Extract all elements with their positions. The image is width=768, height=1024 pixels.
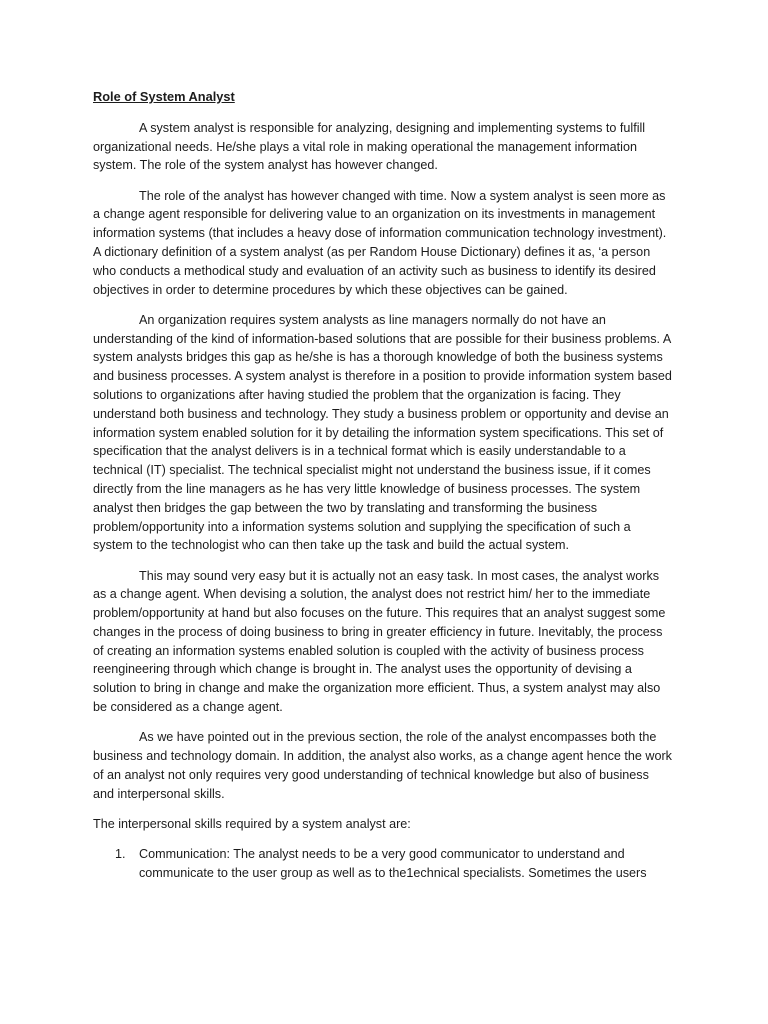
list-item: [93, 845, 673, 883]
paragraph-change-agent: The role of the analyst has however changed with time. Now a system analyst is seen more as a change agent responsible for delivering value to an organization on its investments in management information systems (that includes a heavy dose of information communication technology investment). A dictionary definition of a system analyst (as per Random House Dictionary) defines it as, ‘a person who conducts a methodical study and evaluation of an activity such as business to identify its desired objectives in order to determine procedures by which these objectives can be gained.: [93, 188, 667, 297]
document-page: [93, 88, 673, 883]
paragraph-organization-need: An organization requires system analysts as line managers normally do not have an understanding of the kind of information-based solutions that are possible for their business problems. A system analysts bridges this gap as he/she is has a thorough knowledge of both the business systems and business processes. A system analyst is therefore in a position to provide information system based solutions to organizations after having studied the problem that the organization is facing. They understand both business and technology. They study a business problem or opportunity and devise an information system enabled solution for it by detailing the information system specifications. This set of specification that the analyst delivers is in a technical format which is easily understandable to a technical (IT) specialist. The technical specialist might not understand the business issue, if it comes directly from the line managers as he has very little knowledge of business processes. The system analyst then bridges the gap between the two by translating and transforming the business problem/opportunity into a information systems solution and supplying the specification of such a system to the technologist who can then take up the task and build the actual system.: [93, 312, 672, 553]
paragraph-not-easy-task: This may sound very easy but it is actually not an easy task. In most cases, the analyst works as a change agent. When devising a solution, the analyst does not restrict him/ her to the immediate problem/opportunity at hand but also focuses on the future. This requires that an analyst suggest some changes in the process of doing business to bring in greater efficiency in future. Inevitably, the process of creating an information systems enabled solution is coupled with the activity of business process reengineering through which change is brought in. The analyst uses the opportunity of devising a solution to bring in change and make the organization more efficient. Thus, a system analyst may also be considered as a change agent.: [93, 568, 666, 715]
skills-list: [93, 845, 673, 883]
list-item-text: Communication: The analyst needs to be a very good communicator to understand and communicate to the user group as well as to the1echnical specialists. Sometimes the users: [139, 847, 647, 880]
paragraph-intro: A system analyst is responsible for analyzing, designing and implementing systems to fulfill organizational needs. He/she plays a vital role in making operational the management information system. The role of the system analyst has however changed.: [93, 120, 646, 173]
list-item-number: 1.: [115, 847, 126, 862]
list-intro: The interpersonal skills required by a system analyst are:: [93, 816, 411, 831]
document-title: Role of System Analyst: [93, 89, 235, 104]
paragraph-role-encompasses: As we have pointed out in the previous section, the role of the analyst encompasses both the business and technology domain. In addition, the analyst also works, as a change agent hence the work of an analyst not only requires very good understanding of technical knowledge but also of business and interpersonal skills.: [93, 730, 672, 801]
